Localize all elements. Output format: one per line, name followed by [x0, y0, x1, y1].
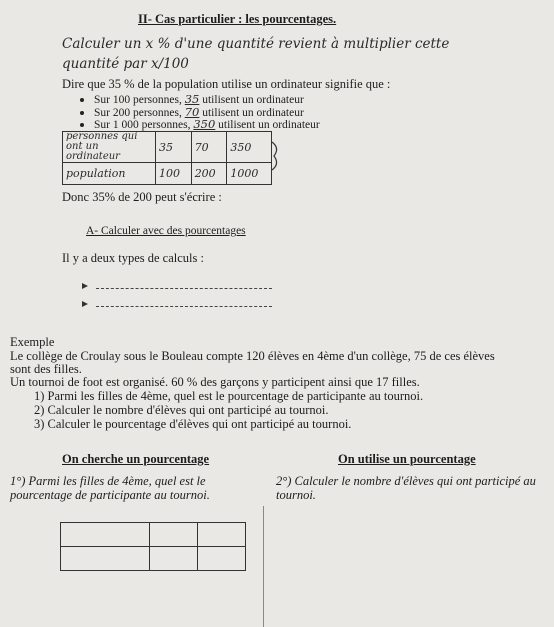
table-cell[interactable] — [198, 547, 246, 571]
col-right-question-1: 2°) Calculer le nombre d'élèves qui ont participé au — [276, 474, 536, 488]
calc-types-line: Il y a deux types de calculs : — [62, 251, 204, 265]
table-row — [63, 163, 272, 185]
col-left-question-1: 1°) Parmi les filles de 4ème, quel est le — [10, 474, 206, 488]
exemple-label: Exemple — [10, 335, 55, 349]
subsection-a-title: A- Calculer avec des pourcentages — [86, 225, 246, 237]
exemple-text-3: Un tournoi de foot est organisé. 60 % des garçons y participent ainsi que 17 filles. — [10, 375, 420, 389]
row-label-population: population — [63, 163, 156, 185]
table-row — [61, 523, 246, 547]
table-cell: 100 — [156, 163, 192, 185]
table-row — [61, 547, 246, 571]
exemple-text-2: sont des filles. — [10, 362, 82, 376]
table-cell[interactable] — [150, 547, 198, 571]
proportion-table — [62, 131, 272, 185]
donc-line: Donc 35% de 200 peut s'écrire : — [62, 190, 222, 204]
bullet-dot — [80, 98, 84, 102]
bullet-2: Sur 200 personnes, 70 utilisent un ordinateur — [80, 105, 304, 119]
exemple-text-1: Le collège de Croulay sous le Bouleau compte 120 élèves en 4ème d'un collège, 75 de ces élèves — [10, 349, 495, 363]
handwritten-definition-line2: quantité par x/100 — [62, 56, 189, 72]
section-title: II- Cas particulier : les pourcentages. — [138, 12, 337, 26]
col-right-heading: On utilise un pourcentage — [338, 452, 476, 466]
table-row — [63, 132, 272, 163]
table-cell: 70 — [191, 132, 227, 163]
col-left-heading: On cherche un pourcentage — [62, 452, 210, 466]
col-right-question-2: tournoi. — [276, 488, 316, 502]
col-left-question-2: pourcentage de participante au tournoi. — [10, 488, 210, 502]
table-cell: 350 — [227, 132, 272, 163]
handwritten-definition-line1: Calculer un x % d'une quantité revient à multiplier cette — [62, 36, 450, 52]
blank-answer-table[interactable] — [60, 522, 246, 571]
table-cell[interactable] — [150, 523, 198, 547]
bracket-arrow-icon — [270, 140, 282, 172]
table-cell[interactable] — [198, 523, 246, 547]
arrow-bullet-icon — [82, 301, 88, 307]
table-cell: 200 — [191, 163, 227, 185]
example-intro: Dire que 35 % de la population utilise un ordinateur signifie que : — [62, 77, 391, 91]
table-cell: 35 — [156, 132, 192, 163]
question-1: 1) Parmi les filles de 4ème, quel est le pourcentage de participante au tournoi. — [34, 389, 424, 403]
question-2: 2) Calculer le nombre d'élèves qui ont participé au tournoi. — [34, 403, 329, 417]
arrow-bullet-icon — [82, 283, 88, 289]
bullet-1: Sur 100 personnes, 35 utilisent un ordinateur — [80, 92, 304, 106]
table-cell[interactable] — [61, 547, 150, 571]
bullet-dot — [80, 123, 84, 127]
answer-line-2[interactable] — [96, 306, 272, 307]
table-cell[interactable] — [61, 523, 150, 547]
table-cell: 1000 — [227, 163, 272, 185]
bullet-3: Sur 1 000 personnes, 350 utilisent un ordinateur — [80, 117, 320, 131]
answer-line-1[interactable] — [96, 288, 272, 289]
question-3: 3) Calculer le pourcentage d'élèves qui ont participé au tournoi. — [34, 417, 352, 431]
column-divider — [263, 506, 264, 627]
row-label-ordinateur: personnes qui ont un ordinateur — [63, 132, 156, 163]
bullet-dot — [80, 111, 84, 115]
